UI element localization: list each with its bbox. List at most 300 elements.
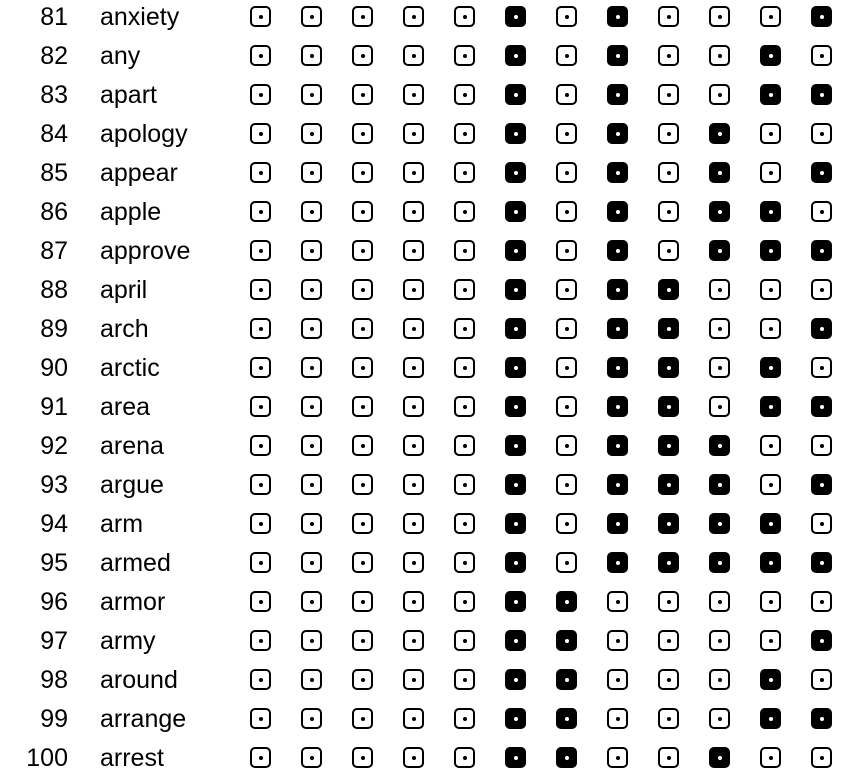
bit-box-empty [709, 708, 730, 729]
table-row [0, 430, 855, 469]
table-row [0, 586, 855, 625]
bit-box-filled [709, 123, 730, 144]
row-number: 93 [40, 471, 68, 499]
row-number: 84 [40, 120, 68, 148]
bit-box-filled [505, 513, 526, 534]
bit-box-empty [556, 45, 577, 66]
bit-box-filled [709, 474, 730, 495]
bit-box-filled [811, 474, 832, 495]
bit-box-empty [301, 240, 322, 261]
bit-box-filled [607, 240, 628, 261]
bit-box-filled [709, 162, 730, 183]
bit-box-empty [403, 357, 424, 378]
bit-box-filled [760, 45, 781, 66]
bit-box-empty [454, 591, 475, 612]
bit-box-filled [505, 591, 526, 612]
bit-box-empty [301, 45, 322, 66]
table-row [0, 1, 855, 40]
bit-box-empty [250, 318, 271, 339]
bit-box-empty [352, 123, 373, 144]
bit-box-empty [301, 396, 322, 417]
table-row [0, 352, 855, 391]
row-word: apology [100, 120, 188, 148]
bit-box-empty [352, 552, 373, 573]
bit-box-empty [760, 162, 781, 183]
bit-box-empty [403, 318, 424, 339]
bit-box-filled [556, 669, 577, 690]
bit-box-empty [403, 435, 424, 456]
bit-box-empty [352, 279, 373, 300]
bit-box-filled [760, 396, 781, 417]
bit-box-filled [556, 630, 577, 651]
bit-box-empty [352, 474, 373, 495]
table-row [0, 625, 855, 664]
table-row [0, 469, 855, 508]
bit-box-filled [709, 435, 730, 456]
bit-box-empty [250, 513, 271, 534]
bit-box-empty [709, 630, 730, 651]
row-word: armor [100, 588, 166, 616]
table-row [0, 118, 855, 157]
bit-box-empty [454, 747, 475, 768]
table-row [0, 508, 855, 547]
row-number: 91 [40, 393, 68, 421]
row-number: 90 [40, 354, 68, 382]
bit-box-empty [301, 357, 322, 378]
bit-box-filled [760, 201, 781, 222]
bit-box-empty [811, 669, 832, 690]
bit-box-empty [658, 84, 679, 105]
row-number: 99 [40, 705, 68, 733]
bit-box-empty [403, 630, 424, 651]
bit-box-empty [709, 669, 730, 690]
bit-box-empty [250, 435, 271, 456]
row-number: 87 [40, 237, 68, 265]
row-number: 95 [40, 549, 68, 577]
bit-box-filled [607, 357, 628, 378]
bit-box-empty [352, 240, 373, 261]
bit-box-empty [658, 747, 679, 768]
row-word: arrange [100, 705, 187, 733]
bit-box-empty [403, 396, 424, 417]
bit-box-empty [454, 396, 475, 417]
bit-box-filled [505, 84, 526, 105]
bit-box-filled [505, 708, 526, 729]
bit-box-filled [607, 318, 628, 339]
table-row [0, 274, 855, 313]
bit-box-empty [301, 318, 322, 339]
bit-box-filled [811, 318, 832, 339]
bit-box-empty [760, 630, 781, 651]
bit-box-empty [811, 123, 832, 144]
row-word: any [100, 42, 141, 70]
bit-box-filled [658, 435, 679, 456]
bit-box-filled [811, 708, 832, 729]
bit-box-empty [352, 201, 373, 222]
bit-box-empty [811, 279, 832, 300]
bit-box-filled [607, 201, 628, 222]
bit-box-empty [352, 396, 373, 417]
bit-box-empty [709, 84, 730, 105]
bit-box-empty [709, 318, 730, 339]
bit-box-empty [760, 435, 781, 456]
bit-box-empty [607, 747, 628, 768]
row-number: 88 [40, 276, 68, 304]
bit-box-empty [556, 474, 577, 495]
bit-box-empty [556, 84, 577, 105]
bit-box-empty [556, 357, 577, 378]
bit-box-filled [709, 747, 730, 768]
row-word: april [100, 276, 148, 304]
bit-box-filled [556, 591, 577, 612]
bit-box-empty [403, 513, 424, 534]
bit-box-empty [658, 708, 679, 729]
bit-box-filled [811, 162, 832, 183]
bit-box-empty [403, 123, 424, 144]
bit-box-empty [403, 708, 424, 729]
bit-box-filled [505, 630, 526, 651]
bit-box-empty [556, 240, 577, 261]
bit-box-empty [403, 6, 424, 27]
bit-box-filled [760, 84, 781, 105]
bit-box-filled [505, 45, 526, 66]
bit-box-filled [760, 513, 781, 534]
bit-box-empty [607, 630, 628, 651]
bit-box-empty [301, 474, 322, 495]
bit-box-empty [403, 240, 424, 261]
bit-box-filled [505, 240, 526, 261]
bit-box-filled [658, 396, 679, 417]
bit-box-empty [403, 591, 424, 612]
row-word: army [100, 627, 156, 655]
row-word: apart [100, 81, 157, 109]
row-word: arena [100, 432, 164, 460]
row-number: 96 [40, 588, 68, 616]
bit-box-empty [454, 123, 475, 144]
bit-box-empty [607, 669, 628, 690]
bit-box-empty [352, 708, 373, 729]
bit-box-empty [454, 474, 475, 495]
bit-box-empty [250, 552, 271, 573]
bit-box-filled [607, 45, 628, 66]
bit-box-empty [607, 708, 628, 729]
table-row [0, 196, 855, 235]
bit-box-empty [760, 591, 781, 612]
bit-box-empty [454, 708, 475, 729]
bit-box-filled [607, 84, 628, 105]
bit-box-empty [352, 591, 373, 612]
bit-box-empty [403, 669, 424, 690]
row-word: arm [100, 510, 144, 538]
bit-box-filled [811, 84, 832, 105]
bit-box-filled [811, 240, 832, 261]
bit-box-empty [250, 201, 271, 222]
bit-box-empty [454, 513, 475, 534]
bit-box-empty [352, 435, 373, 456]
bit-box-empty [352, 45, 373, 66]
bit-box-empty [403, 552, 424, 573]
bit-box-empty [250, 123, 271, 144]
bit-box-filled [709, 552, 730, 573]
bit-box-empty [301, 591, 322, 612]
bit-box-filled [607, 396, 628, 417]
bit-box-empty [658, 591, 679, 612]
bit-box-empty [403, 279, 424, 300]
bit-box-empty [250, 669, 271, 690]
bit-box-empty [301, 279, 322, 300]
bit-box-empty [709, 45, 730, 66]
row-word: armed [100, 549, 171, 577]
bit-box-filled [709, 201, 730, 222]
bit-box-empty [454, 84, 475, 105]
bit-box-empty [403, 45, 424, 66]
bit-box-filled [658, 513, 679, 534]
bit-box-filled [505, 201, 526, 222]
bit-box-filled [505, 6, 526, 27]
table-row [0, 40, 855, 79]
bit-box-empty [301, 201, 322, 222]
bit-box-filled [505, 669, 526, 690]
bit-box-filled [658, 474, 679, 495]
row-word: arch [100, 315, 149, 343]
bit-box-empty [454, 318, 475, 339]
bit-box-empty [709, 279, 730, 300]
bit-box-empty [352, 747, 373, 768]
row-word: arrest [100, 744, 164, 772]
bit-box-empty [301, 513, 322, 534]
bit-box-empty [352, 318, 373, 339]
bit-box-empty [301, 6, 322, 27]
bit-box-filled [760, 552, 781, 573]
bit-box-empty [301, 669, 322, 690]
bit-box-filled [811, 630, 832, 651]
bit-box-filled [709, 240, 730, 261]
bit-box-empty [454, 630, 475, 651]
table-row [0, 235, 855, 274]
row-word: approve [100, 237, 191, 265]
bit-box-empty [250, 357, 271, 378]
bit-box-empty [403, 474, 424, 495]
bit-box-filled [607, 474, 628, 495]
row-word: anxiety [100, 3, 180, 31]
row-word: arctic [100, 354, 160, 382]
bit-box-empty [352, 669, 373, 690]
bit-box-empty [556, 162, 577, 183]
bit-box-empty [658, 240, 679, 261]
bit-box-filled [811, 396, 832, 417]
bit-box-empty [301, 552, 322, 573]
bit-box-empty [811, 591, 832, 612]
bit-box-filled [607, 279, 628, 300]
bit-box-empty [760, 474, 781, 495]
row-word: around [100, 666, 178, 694]
row-number: 97 [40, 627, 68, 655]
row-number: 82 [40, 42, 68, 70]
bit-box-empty [556, 435, 577, 456]
bit-box-filled [607, 435, 628, 456]
bit-box-empty [709, 591, 730, 612]
row-number: 94 [40, 510, 68, 538]
bit-box-empty [811, 747, 832, 768]
bit-box-empty [658, 669, 679, 690]
bit-box-empty [250, 45, 271, 66]
table-row [0, 703, 855, 742]
bit-box-empty [811, 357, 832, 378]
bit-box-empty [352, 630, 373, 651]
row-number: 100 [26, 744, 68, 772]
row-word: area [100, 393, 151, 421]
bit-box-filled [505, 552, 526, 573]
bit-box-empty [760, 318, 781, 339]
table-row [0, 313, 855, 352]
bit-box-empty [301, 747, 322, 768]
bit-box-empty [454, 669, 475, 690]
bit-box-filled [607, 552, 628, 573]
bit-box-empty [250, 591, 271, 612]
bit-box-empty [658, 162, 679, 183]
bit-box-empty [709, 357, 730, 378]
row-word: appear [100, 159, 178, 187]
bit-box-filled [811, 6, 832, 27]
bit-box-empty [811, 513, 832, 534]
bit-box-empty [250, 630, 271, 651]
bit-box-empty [454, 45, 475, 66]
bit-box-empty [250, 279, 271, 300]
bit-box-empty [760, 279, 781, 300]
bit-box-empty [556, 123, 577, 144]
bit-box-filled [658, 279, 679, 300]
bit-box-filled [760, 708, 781, 729]
bit-box-filled [505, 318, 526, 339]
bit-box-filled [505, 279, 526, 300]
bit-box-empty [556, 396, 577, 417]
bit-box-filled [811, 552, 832, 573]
bit-box-empty [607, 591, 628, 612]
bit-box-empty [403, 747, 424, 768]
bit-box-empty [760, 747, 781, 768]
bit-box-empty [301, 162, 322, 183]
bit-box-filled [607, 6, 628, 27]
table-row [0, 742, 855, 781]
bit-box-empty [250, 708, 271, 729]
bit-box-empty [403, 201, 424, 222]
bit-box-empty [250, 84, 271, 105]
bit-box-empty [301, 435, 322, 456]
bit-box-empty [556, 513, 577, 534]
table-row [0, 547, 855, 586]
table-row [0, 664, 855, 703]
bit-box-empty [709, 6, 730, 27]
bit-box-empty [352, 513, 373, 534]
row-number: 85 [40, 159, 68, 187]
bit-box-filled [505, 747, 526, 768]
bit-box-filled [607, 123, 628, 144]
bit-box-empty [403, 162, 424, 183]
bit-box-filled [505, 162, 526, 183]
table-row [0, 79, 855, 118]
bit-box-filled [505, 435, 526, 456]
bit-box-empty [352, 84, 373, 105]
bit-box-filled [760, 357, 781, 378]
bit-box-empty [709, 396, 730, 417]
row-number: 83 [40, 81, 68, 109]
bit-box-empty [556, 279, 577, 300]
row-number: 92 [40, 432, 68, 460]
bit-box-empty [454, 435, 475, 456]
bit-box-filled [709, 513, 730, 534]
bit-box-empty [760, 123, 781, 144]
bit-box-empty [760, 6, 781, 27]
bit-box-empty [658, 6, 679, 27]
bit-box-empty [658, 123, 679, 144]
row-number: 86 [40, 198, 68, 226]
bit-box-empty [250, 747, 271, 768]
bit-box-filled [505, 474, 526, 495]
bit-box-empty [556, 201, 577, 222]
bit-box-empty [658, 630, 679, 651]
bit-box-empty [454, 552, 475, 573]
bit-box-empty [454, 279, 475, 300]
bit-box-empty [454, 201, 475, 222]
bit-box-empty [352, 357, 373, 378]
bit-box-empty [658, 45, 679, 66]
row-word: argue [100, 471, 164, 499]
bit-box-filled [760, 669, 781, 690]
bit-box-filled [658, 357, 679, 378]
bit-box-filled [505, 396, 526, 417]
bit-box-empty [250, 240, 271, 261]
bit-box-empty [811, 201, 832, 222]
bit-box-empty [352, 162, 373, 183]
bit-box-empty [556, 318, 577, 339]
bit-box-filled [556, 708, 577, 729]
bit-box-empty [454, 357, 475, 378]
bit-box-empty [811, 435, 832, 456]
bit-box-empty [454, 162, 475, 183]
bit-box-filled [556, 747, 577, 768]
bit-box-empty [301, 708, 322, 729]
bit-box-empty [250, 396, 271, 417]
bit-box-filled [658, 552, 679, 573]
row-number: 81 [40, 3, 68, 31]
bit-box-filled [505, 357, 526, 378]
row-word: apple [100, 198, 162, 226]
bit-box-empty [556, 6, 577, 27]
bit-box-empty [250, 474, 271, 495]
row-number: 89 [40, 315, 68, 343]
bit-box-filled [658, 318, 679, 339]
row-number: 98 [40, 666, 68, 694]
bit-box-empty [658, 201, 679, 222]
bit-box-empty [301, 123, 322, 144]
bit-box-filled [760, 240, 781, 261]
bit-box-filled [505, 123, 526, 144]
bit-box-empty [403, 84, 424, 105]
bit-box-empty [352, 6, 373, 27]
bit-box-empty [556, 552, 577, 573]
bit-box-empty [454, 240, 475, 261]
bit-box-empty [250, 6, 271, 27]
bit-box-filled [607, 513, 628, 534]
bit-box-empty [301, 630, 322, 651]
bit-box-empty [301, 84, 322, 105]
bit-box-empty [454, 6, 475, 27]
bit-box-empty [811, 45, 832, 66]
bit-box-empty [250, 162, 271, 183]
table-row [0, 391, 855, 430]
bit-box-filled [607, 162, 628, 183]
table-row [0, 157, 855, 196]
